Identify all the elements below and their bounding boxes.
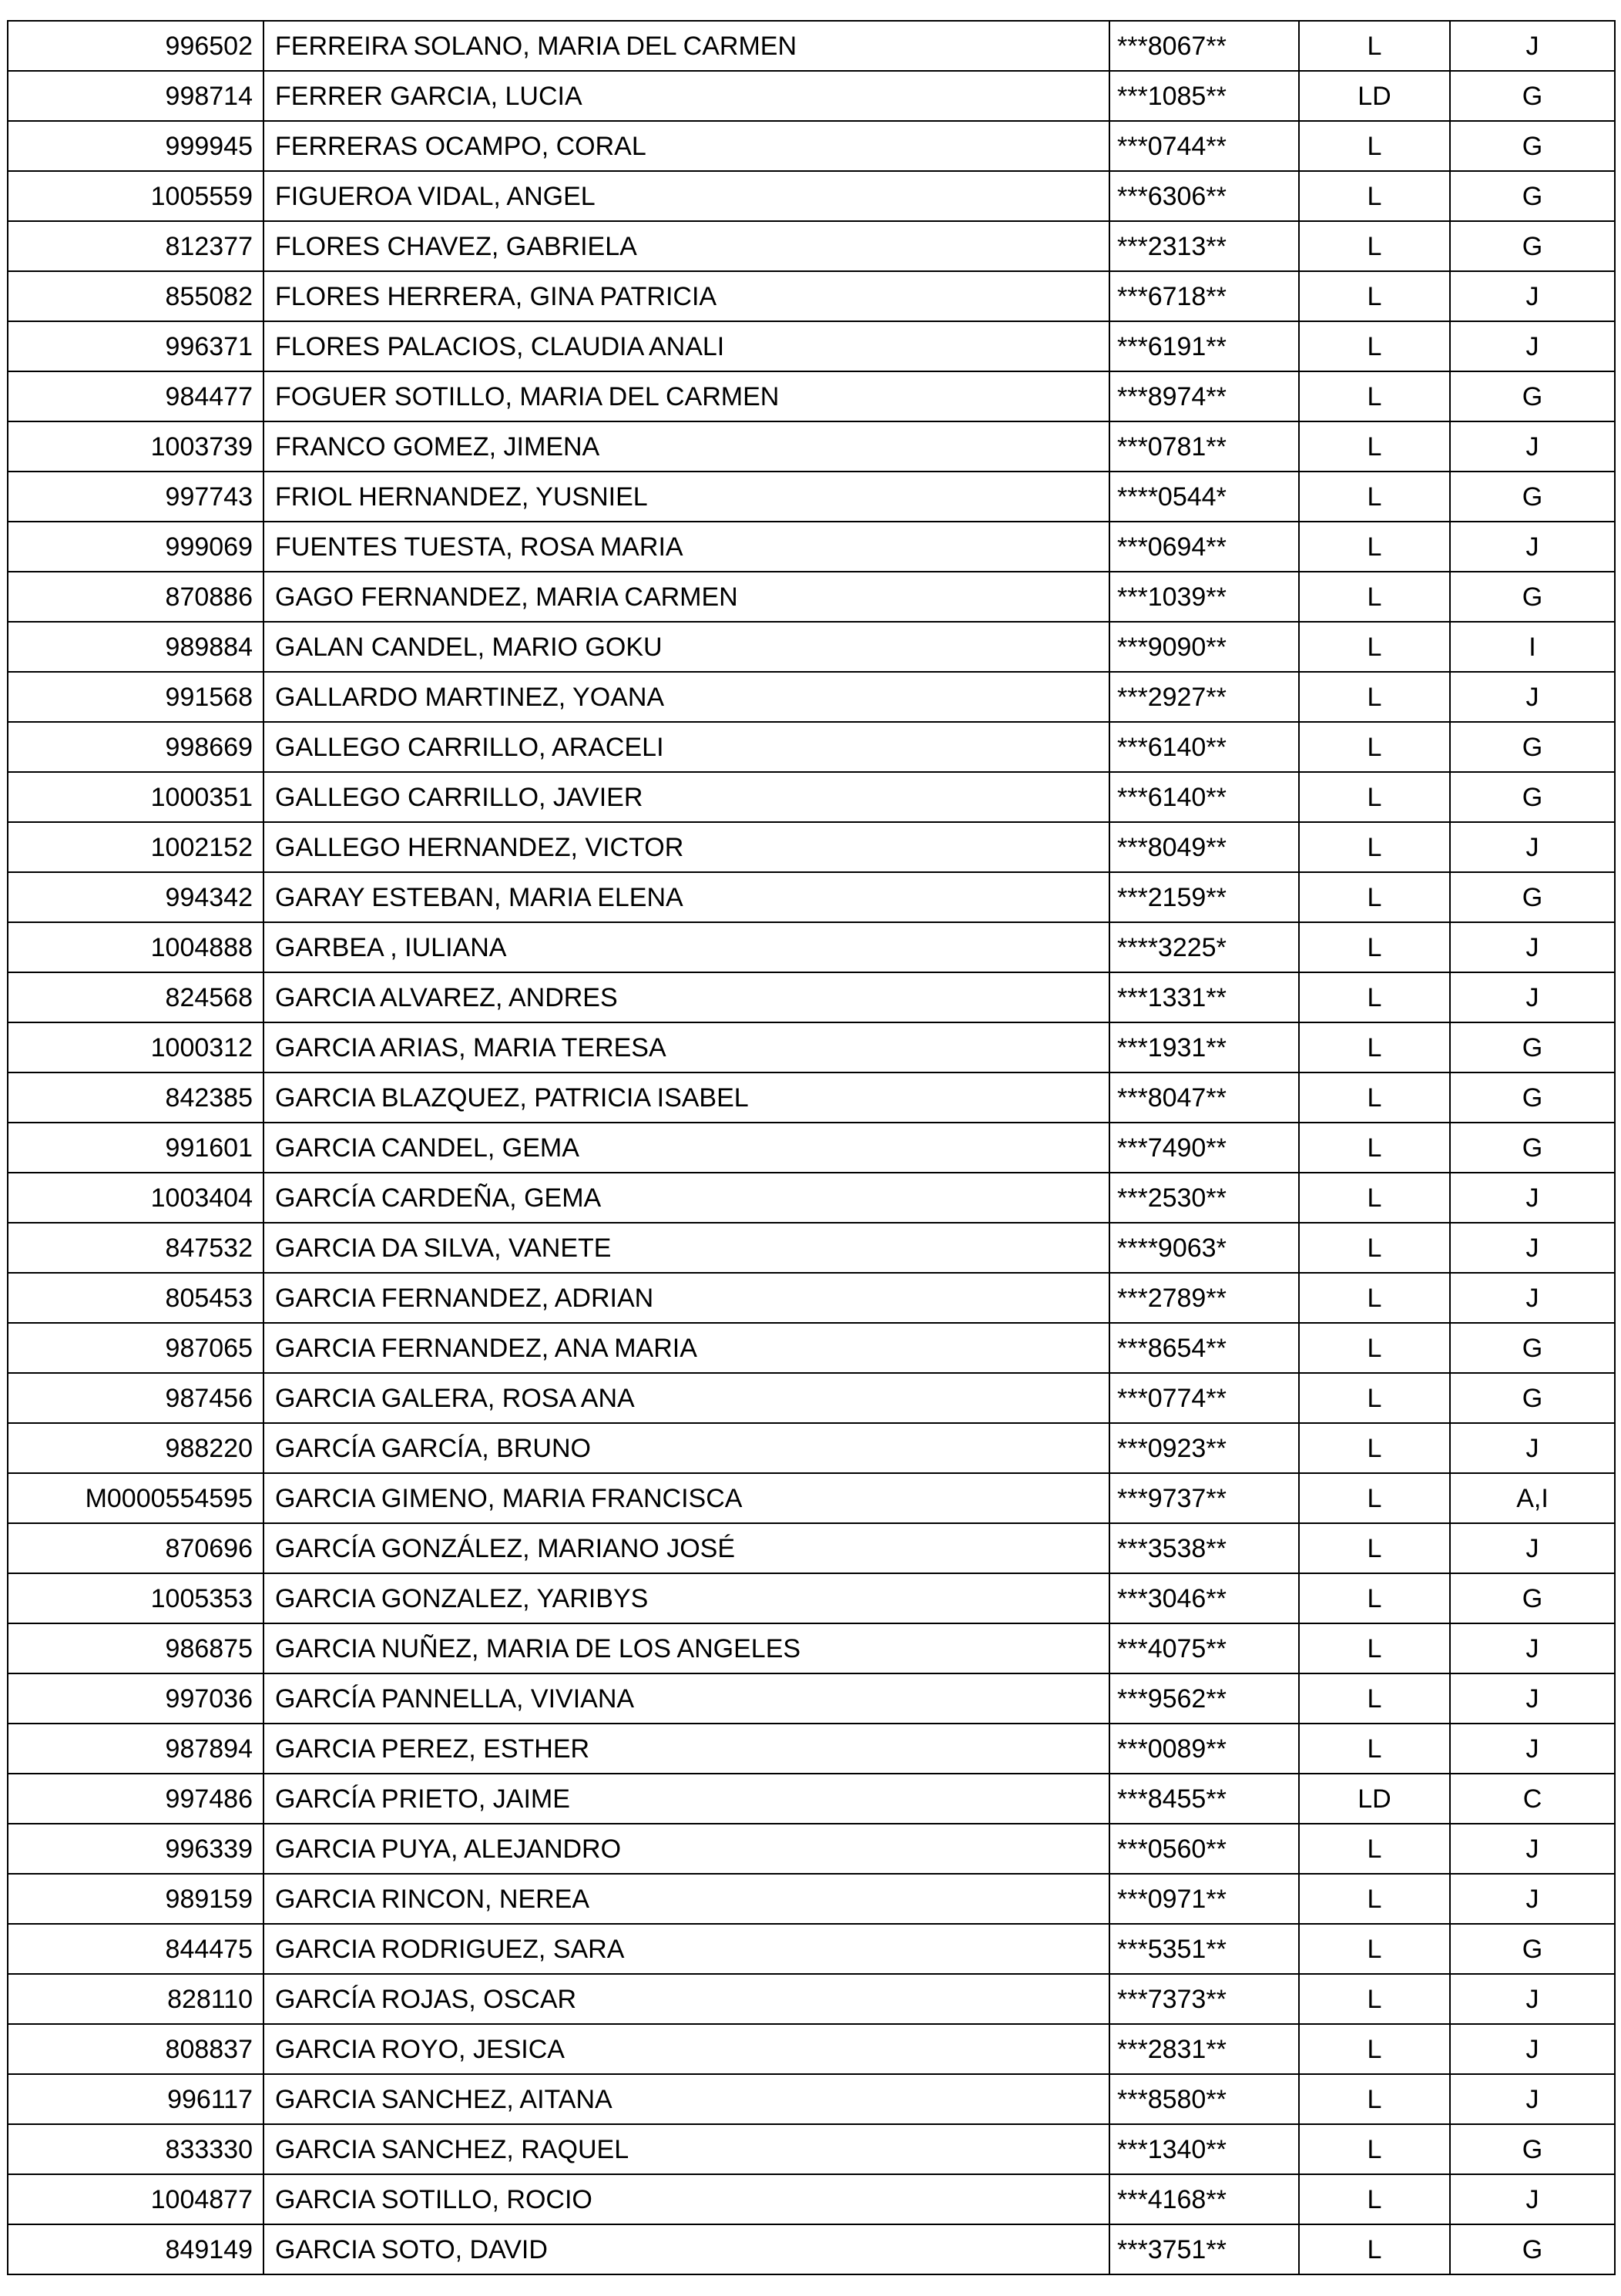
cell-full-name: GAGO FERNANDEZ, MARIA CARMEN: [263, 572, 1109, 622]
cell-code-1: L: [1299, 572, 1450, 622]
cell-applicant-id: 994342: [8, 872, 263, 922]
cell-code-1: L: [1299, 1223, 1450, 1273]
cell-full-name: FLORES PALACIOS, CLAUDIA ANALI: [263, 321, 1109, 371]
cell-full-name: GALLEGO CARRILLO, ARACELI: [263, 722, 1109, 772]
cell-code-2: J: [1450, 321, 1615, 371]
cell-applicant-id: 855082: [8, 271, 263, 321]
cell-applicant-id: 1004888: [8, 922, 263, 972]
table-row: [8, 672, 1615, 722]
cell-code-1: L: [1299, 1824, 1450, 1874]
table-row: [8, 21, 1615, 71]
cell-masked-dni: ***5351**: [1109, 1924, 1299, 1974]
table-row: [8, 1423, 1615, 1473]
cell-applicant-id: 987894: [8, 1724, 263, 1774]
cell-masked-dni: ***4075**: [1109, 1623, 1299, 1673]
cell-full-name: GALLEGO CARRILLO, JAVIER: [263, 772, 1109, 822]
cell-code-1: L: [1299, 1022, 1450, 1072]
table-row: [8, 421, 1615, 472]
cell-masked-dni: ****0544*: [1109, 472, 1299, 522]
cell-code-1: L: [1299, 1072, 1450, 1123]
cell-code-2: J: [1450, 1173, 1615, 1223]
roster-body: [8, 21, 1615, 2274]
cell-code-2: G: [1450, 121, 1615, 171]
cell-applicant-id: 998714: [8, 71, 263, 121]
cell-masked-dni: ***2789**: [1109, 1273, 1299, 1323]
cell-masked-dni: ****3225*: [1109, 922, 1299, 972]
cell-applicant-id: 1000351: [8, 772, 263, 822]
cell-code-2: G: [1450, 1924, 1615, 1974]
cell-full-name: FERRER GARCIA, LUCIA: [263, 71, 1109, 121]
cell-code-2: G: [1450, 1373, 1615, 1423]
cell-full-name: FIGUEROA VIDAL, ANGEL: [263, 171, 1109, 221]
table-row: [8, 71, 1615, 121]
cell-code-2: A,I: [1450, 1473, 1615, 1523]
table-row: [8, 2174, 1615, 2224]
cell-applicant-id: 1003739: [8, 421, 263, 472]
cell-masked-dni: ***6306**: [1109, 171, 1299, 221]
cell-code-2: G: [1450, 1573, 1615, 1623]
cell-full-name: GARAY ESTEBAN, MARIA ELENA: [263, 872, 1109, 922]
cell-full-name: GARCIA SOTILLO, ROCIO: [263, 2174, 1109, 2224]
cell-code-2: J: [1450, 1874, 1615, 1924]
cell-masked-dni: ***8047**: [1109, 1072, 1299, 1123]
cell-masked-dni: ***4168**: [1109, 2174, 1299, 2224]
table-row: [8, 1824, 1615, 1874]
cell-code-1: L: [1299, 1523, 1450, 1573]
cell-code-1: L: [1299, 972, 1450, 1022]
cell-code-2: J: [1450, 922, 1615, 972]
cell-code-2: G: [1450, 71, 1615, 121]
cell-full-name: GARCÍA CARDEÑA, GEMA: [263, 1173, 1109, 1223]
cell-applicant-id: 824568: [8, 972, 263, 1022]
table-row: [8, 1724, 1615, 1774]
table-row: [8, 1924, 1615, 1974]
cell-code-2: G: [1450, 872, 1615, 922]
table-row: [8, 121, 1615, 171]
cell-masked-dni: ***1931**: [1109, 1022, 1299, 1072]
table-row: [8, 2024, 1615, 2074]
cell-masked-dni: ***1340**: [1109, 2124, 1299, 2174]
table-row: [8, 1573, 1615, 1623]
cell-full-name: GARCIA GIMENO, MARIA FRANCISCA: [263, 1473, 1109, 1523]
table-row: [8, 972, 1615, 1022]
cell-full-name: GALLARDO MARTINEZ, YOANA: [263, 672, 1109, 722]
cell-code-1: L: [1299, 321, 1450, 371]
cell-code-1: L: [1299, 2024, 1450, 2074]
table-row: [8, 472, 1615, 522]
cell-applicant-id: 996339: [8, 1824, 263, 1874]
cell-masked-dni: ***3751**: [1109, 2224, 1299, 2274]
cell-applicant-id: 808837: [8, 2024, 263, 2074]
table-row: [8, 722, 1615, 772]
cell-code-2: G: [1450, 1323, 1615, 1373]
cell-code-2: J: [1450, 822, 1615, 872]
cell-masked-dni: ***9737**: [1109, 1473, 1299, 1523]
cell-full-name: GARCÍA GARCÍA, BRUNO: [263, 1423, 1109, 1473]
table-row: [8, 1974, 1615, 2024]
cell-code-2: J: [1450, 1974, 1615, 2024]
cell-code-1: L: [1299, 421, 1450, 472]
cell-masked-dni: ***8580**: [1109, 2074, 1299, 2124]
cell-code-2: G: [1450, 371, 1615, 421]
cell-full-name: GARCIA SOTO, DAVID: [263, 2224, 1109, 2274]
cell-code-1: L: [1299, 1974, 1450, 2024]
cell-masked-dni: ***8049**: [1109, 822, 1299, 872]
cell-code-1: L: [1299, 722, 1450, 772]
cell-full-name: FLORES CHAVEZ, GABRIELA: [263, 221, 1109, 271]
cell-applicant-id: 997486: [8, 1774, 263, 1824]
cell-code-1: L: [1299, 2174, 1450, 2224]
table-row: [8, 1623, 1615, 1673]
cell-applicant-id: 1003404: [8, 1173, 263, 1223]
cell-full-name: GARCIA CANDEL, GEMA: [263, 1123, 1109, 1173]
cell-masked-dni: ***0781**: [1109, 421, 1299, 472]
cell-applicant-id: 986875: [8, 1623, 263, 1673]
cell-masked-dni: ***1085**: [1109, 71, 1299, 121]
table-row: [8, 772, 1615, 822]
cell-code-2: G: [1450, 572, 1615, 622]
cell-applicant-id: 1002152: [8, 822, 263, 872]
cell-code-2: G: [1450, 2124, 1615, 2174]
cell-applicant-id: 996117: [8, 2074, 263, 2124]
cell-masked-dni: ***2927**: [1109, 672, 1299, 722]
cell-code-1: L: [1299, 522, 1450, 572]
cell-full-name: GARBEA , IULIANA: [263, 922, 1109, 972]
cell-code-1: L: [1299, 1323, 1450, 1373]
cell-full-name: GARCIA RINCON, NEREA: [263, 1874, 1109, 1924]
cell-code-1: L: [1299, 1724, 1450, 1774]
table-row: [8, 371, 1615, 421]
table-row: [8, 1223, 1615, 1273]
cell-code-2: J: [1450, 1523, 1615, 1573]
cell-code-1: L: [1299, 672, 1450, 722]
cell-code-2: J: [1450, 2074, 1615, 2124]
cell-masked-dni: ***8654**: [1109, 1323, 1299, 1373]
cell-code-1: L: [1299, 2224, 1450, 2274]
cell-full-name: FLORES HERRERA, GINA PATRICIA: [263, 271, 1109, 321]
cell-masked-dni: ***0774**: [1109, 1373, 1299, 1423]
cell-masked-dni: ***6718**: [1109, 271, 1299, 321]
cell-code-1: L: [1299, 2124, 1450, 2174]
cell-applicant-id: 833330: [8, 2124, 263, 2174]
cell-full-name: GALLEGO HERNANDEZ, VICTOR: [263, 822, 1109, 872]
cell-code-1: L: [1299, 121, 1450, 171]
cell-full-name: FERRERAS OCAMPO, CORAL: [263, 121, 1109, 171]
cell-code-2: G: [1450, 1123, 1615, 1173]
cell-code-2: J: [1450, 21, 1615, 71]
cell-applicant-id: 997743: [8, 472, 263, 522]
cell-full-name: GARCÍA PRIETO, JAIME: [263, 1774, 1109, 1824]
table-row: [8, 171, 1615, 221]
cell-applicant-id: 849149: [8, 2224, 263, 2274]
cell-code-1: L: [1299, 622, 1450, 672]
cell-code-2: J: [1450, 1423, 1615, 1473]
table-row: [8, 221, 1615, 271]
cell-applicant-id: 996502: [8, 21, 263, 71]
cell-code-1: L: [1299, 772, 1450, 822]
table-row: [8, 1072, 1615, 1123]
cell-code-2: G: [1450, 472, 1615, 522]
cell-full-name: GARCÍA ROJAS, OSCAR: [263, 1974, 1109, 2024]
cell-code-2: J: [1450, 972, 1615, 1022]
cell-masked-dni: ***0744**: [1109, 121, 1299, 171]
cell-code-1: L: [1299, 872, 1450, 922]
cell-masked-dni: ***2313**: [1109, 221, 1299, 271]
cell-code-2: J: [1450, 1223, 1615, 1273]
cell-applicant-id: 999945: [8, 121, 263, 171]
cell-applicant-id: 828110: [8, 1974, 263, 2024]
cell-code-2: J: [1450, 1273, 1615, 1323]
cell-code-1: LD: [1299, 1774, 1450, 1824]
cell-code-2: J: [1450, 1724, 1615, 1774]
cell-applicant-id: 999069: [8, 522, 263, 572]
cell-code-1: L: [1299, 1623, 1450, 1673]
cell-full-name: GARCIA GONZALEZ, YARIBYS: [263, 1573, 1109, 1623]
cell-applicant-id: 1004877: [8, 2174, 263, 2224]
cell-full-name: GALAN CANDEL, MARIO GOKU: [263, 622, 1109, 672]
cell-code-1: LD: [1299, 71, 1450, 121]
cell-applicant-id: 988220: [8, 1423, 263, 1473]
cell-code-1: L: [1299, 1473, 1450, 1523]
cell-full-name: FERREIRA SOLANO, MARIA DEL CARMEN: [263, 21, 1109, 71]
cell-code-2: G: [1450, 171, 1615, 221]
cell-masked-dni: ***2159**: [1109, 872, 1299, 922]
cell-code-1: L: [1299, 171, 1450, 221]
table-row: [8, 2074, 1615, 2124]
cell-masked-dni: ***0694**: [1109, 522, 1299, 572]
cell-code-1: L: [1299, 822, 1450, 872]
cell-masked-dni: ***2831**: [1109, 2024, 1299, 2074]
cell-applicant-id: 870696: [8, 1523, 263, 1573]
cell-code-2: I: [1450, 622, 1615, 672]
cell-applicant-id: 989159: [8, 1874, 263, 1924]
cell-code-1: L: [1299, 1924, 1450, 1974]
cell-code-2: J: [1450, 421, 1615, 472]
cell-full-name: GARCIA FERNANDEZ, ADRIAN: [263, 1273, 1109, 1323]
cell-code-2: J: [1450, 522, 1615, 572]
cell-masked-dni: ***3538**: [1109, 1523, 1299, 1573]
cell-masked-dni: ***7373**: [1109, 1974, 1299, 2024]
cell-applicant-id: 984477: [8, 371, 263, 421]
cell-masked-dni: ***6140**: [1109, 722, 1299, 772]
cell-code-2: J: [1450, 2174, 1615, 2224]
cell-masked-dni: ***0089**: [1109, 1724, 1299, 1774]
cell-full-name: GARCIA SANCHEZ, AITANA: [263, 2074, 1109, 2124]
cell-applicant-id: 1005353: [8, 1573, 263, 1623]
cell-code-1: L: [1299, 1423, 1450, 1473]
table-row: [8, 321, 1615, 371]
table-row: [8, 1523, 1615, 1573]
cell-applicant-id: 842385: [8, 1072, 263, 1123]
cell-code-2: J: [1450, 2024, 1615, 2074]
cell-masked-dni: ***9090**: [1109, 622, 1299, 672]
cell-masked-dni: ***8067**: [1109, 21, 1299, 71]
cell-code-1: L: [1299, 1123, 1450, 1173]
cell-full-name: FUENTES TUESTA, ROSA MARIA: [263, 522, 1109, 572]
cell-masked-dni: ***2530**: [1109, 1173, 1299, 1223]
table-row: [8, 2124, 1615, 2174]
cell-code-1: L: [1299, 21, 1450, 71]
cell-full-name: GARCIA FERNANDEZ, ANA MARIA: [263, 1323, 1109, 1373]
cell-full-name: FRIOL HERNANDEZ, YUSNIEL: [263, 472, 1109, 522]
cell-masked-dni: ****9063*: [1109, 1223, 1299, 1273]
table-row: [8, 522, 1615, 572]
cell-masked-dni: ***0971**: [1109, 1874, 1299, 1924]
cell-masked-dni: ***6140**: [1109, 772, 1299, 822]
cell-code-1: L: [1299, 221, 1450, 271]
cell-full-name: GARCÍA PANNELLA, VIVIANA: [263, 1673, 1109, 1724]
cell-masked-dni: ***1039**: [1109, 572, 1299, 622]
cell-code-2: G: [1450, 1022, 1615, 1072]
table-row: [8, 1273, 1615, 1323]
cell-code-1: L: [1299, 2074, 1450, 2124]
cell-code-2: J: [1450, 1623, 1615, 1673]
cell-full-name: GARCIA ALVAREZ, ANDRES: [263, 972, 1109, 1022]
cell-applicant-id: 998669: [8, 722, 263, 772]
table-row: [8, 822, 1615, 872]
cell-full-name: GARCIA PUYA, ALEJANDRO: [263, 1824, 1109, 1874]
cell-full-name: GARCIA NUÑEZ, MARIA DE LOS ANGELES: [263, 1623, 1109, 1673]
cell-applicant-id: M0000554595: [8, 1473, 263, 1523]
cell-full-name: GARCIA SANCHEZ, RAQUEL: [263, 2124, 1109, 2174]
table-row: [8, 2224, 1615, 2274]
cell-full-name: GARCIA GALERA, ROSA ANA: [263, 1373, 1109, 1423]
cell-full-name: GARCIA DA SILVA, VANETE: [263, 1223, 1109, 1273]
cell-masked-dni: ***8974**: [1109, 371, 1299, 421]
cell-masked-dni: ***6191**: [1109, 321, 1299, 371]
cell-applicant-id: 870886: [8, 572, 263, 622]
cell-code-2: G: [1450, 1072, 1615, 1123]
cell-code-1: L: [1299, 1874, 1450, 1924]
cell-masked-dni: ***0923**: [1109, 1423, 1299, 1473]
cell-applicant-id: 1000312: [8, 1022, 263, 1072]
table-row: [8, 1473, 1615, 1523]
table-row: [8, 922, 1615, 972]
roster-table: [7, 20, 1616, 2275]
cell-applicant-id: 1005559: [8, 171, 263, 221]
table-row: [8, 622, 1615, 672]
cell-applicant-id: 844475: [8, 1924, 263, 1974]
cell-code-1: L: [1299, 1673, 1450, 1724]
cell-full-name: GARCIA RODRIGUEZ, SARA: [263, 1924, 1109, 1974]
cell-code-2: G: [1450, 722, 1615, 772]
table-row: [8, 1874, 1615, 1924]
cell-code-2: C: [1450, 1774, 1615, 1824]
cell-full-name: FRANCO GOMEZ, JIMENA: [263, 421, 1109, 472]
table-row: [8, 1022, 1615, 1072]
cell-applicant-id: 991568: [8, 672, 263, 722]
cell-code-1: L: [1299, 1173, 1450, 1223]
table-row: [8, 1673, 1615, 1724]
cell-masked-dni: ***7490**: [1109, 1123, 1299, 1173]
table-row: [8, 1774, 1615, 1824]
cell-code-2: J: [1450, 1824, 1615, 1874]
table-row: [8, 1373, 1615, 1423]
cell-code-1: L: [1299, 922, 1450, 972]
table-row: [8, 1123, 1615, 1173]
cell-code-1: L: [1299, 271, 1450, 321]
table-row: [8, 1173, 1615, 1223]
cell-full-name: GARCÍA GONZÁLEZ, MARIANO JOSÉ: [263, 1523, 1109, 1573]
cell-code-2: J: [1450, 1673, 1615, 1724]
cell-applicant-id: 987065: [8, 1323, 263, 1373]
cell-applicant-id: 805453: [8, 1273, 263, 1323]
cell-code-2: G: [1450, 772, 1615, 822]
cell-code-1: L: [1299, 371, 1450, 421]
table-row: [8, 271, 1615, 321]
cell-masked-dni: ***8455**: [1109, 1774, 1299, 1824]
cell-full-name: GARCIA ARIAS, MARIA TERESA: [263, 1022, 1109, 1072]
cell-applicant-id: 991601: [8, 1123, 263, 1173]
cell-masked-dni: ***3046**: [1109, 1573, 1299, 1623]
cell-code-1: L: [1299, 472, 1450, 522]
table-row: [8, 1323, 1615, 1373]
cell-applicant-id: 987456: [8, 1373, 263, 1423]
table-row: [8, 572, 1615, 622]
cell-full-name: GARCIA BLAZQUEZ, PATRICIA ISABEL: [263, 1072, 1109, 1123]
cell-code-2: J: [1450, 672, 1615, 722]
cell-masked-dni: ***9562**: [1109, 1673, 1299, 1724]
cell-applicant-id: 996371: [8, 321, 263, 371]
cell-code-2: G: [1450, 2224, 1615, 2274]
cell-masked-dni: ***0560**: [1109, 1824, 1299, 1874]
cell-masked-dni: ***1331**: [1109, 972, 1299, 1022]
cell-code-2: J: [1450, 271, 1615, 321]
cell-full-name: GARCIA PEREZ, ESTHER: [263, 1724, 1109, 1774]
cell-code-1: L: [1299, 1373, 1450, 1423]
table-row: [8, 872, 1615, 922]
cell-code-1: L: [1299, 1573, 1450, 1623]
cell-applicant-id: 847532: [8, 1223, 263, 1273]
cell-full-name: FOGUER SOTILLO, MARIA DEL CARMEN: [263, 371, 1109, 421]
cell-code-2: G: [1450, 221, 1615, 271]
cell-applicant-id: 989884: [8, 622, 263, 672]
cell-applicant-id: 997036: [8, 1673, 263, 1724]
cell-code-1: L: [1299, 1273, 1450, 1323]
cell-applicant-id: 812377: [8, 221, 263, 271]
cell-full-name: GARCIA ROYO, JESICA: [263, 2024, 1109, 2074]
